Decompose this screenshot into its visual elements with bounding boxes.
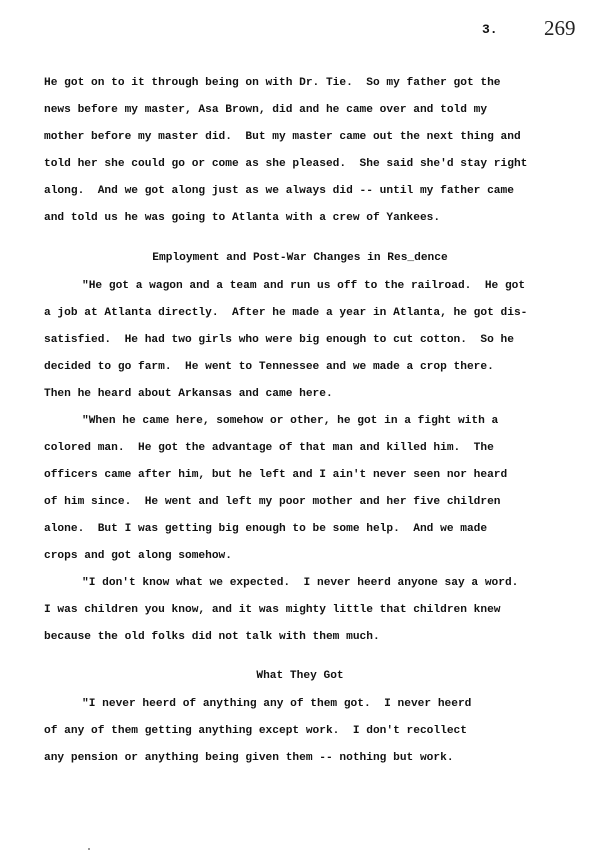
text-line: alone. But I was getting big enough to be some help. And we made: [44, 523, 488, 535]
text-line: "I don't know what we expected. I never heerd anyone say a word.: [82, 577, 519, 589]
text-line: mother before my master did. But my master came out the next thing and: [44, 131, 521, 143]
text-line: of any of them getting anything except work. I don't recollect: [44, 725, 467, 737]
text-line: a job at Atlanta directly. After he made a year in Atlanta, he got dis-: [44, 307, 528, 319]
text-line: officers came after him, but he left and I ain't never seen nor heard: [44, 469, 508, 481]
text-line: "He got a wagon and a team and run us off to the railroad. He got: [82, 280, 526, 292]
text-line: "I never heerd of anything any of them got. I never heerd: [82, 698, 472, 710]
text-line: Then he heard about Arkansas and came here.: [44, 388, 333, 400]
text-line: news before my master, Asa Brown, did and he came over and told my: [44, 104, 488, 116]
text-line: and told us he was going to Atlanta with a crew of Yankees.: [44, 212, 441, 224]
scan-speck: [88, 848, 90, 850]
text-line: of him since. He went and left my poor mother and her five children: [44, 496, 501, 508]
text-line: because the old folks did not talk with them much.: [44, 631, 380, 643]
text-line: satisfied. He had two girls who were big enough to cut cotton. So he: [44, 334, 514, 346]
text-line: I was children you know, and it was mighty little that children knew: [44, 604, 501, 616]
text-line: crops and got along somehow.: [44, 550, 232, 562]
page-number: 3.: [482, 22, 498, 37]
text-line: colored man. He got the advantage of that man and killed him. The: [44, 442, 494, 454]
section-heading: Employment and Post-War Changes in Res_dence: [152, 252, 448, 264]
section-heading: What They Got: [256, 670, 344, 682]
text-line: any pension or anything being given them -- nothing but work.: [44, 752, 454, 764]
text-line: He got on to it through being on with Dr. Tie. So my father got the: [44, 77, 501, 89]
text-line: along. And we got along just as we always did -- until my father came: [44, 185, 514, 197]
stamped-page-number: 269: [544, 16, 576, 40]
text-line: decided to go farm. He went to Tennessee and we made a crop there.: [44, 361, 494, 373]
text-line: "When he came here, somehow or other, he got in a fight with a: [82, 415, 499, 427]
text-line: told her she could go or come as she pleased. She said she'd stay right: [44, 158, 528, 170]
